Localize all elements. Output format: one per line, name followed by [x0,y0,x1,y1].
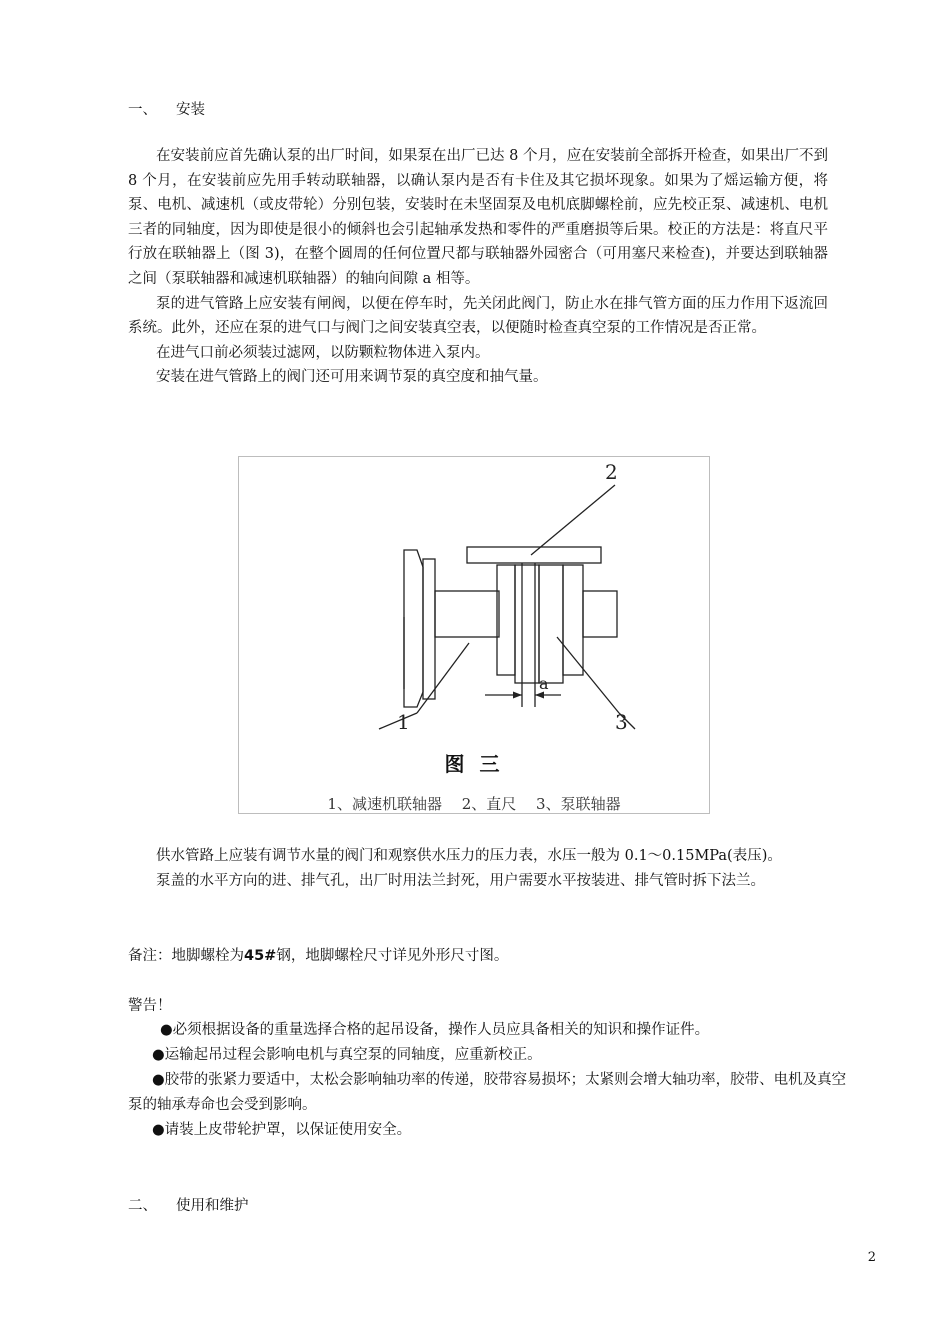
section-heading-install [128,98,205,119]
section-heading-use [128,1194,249,1215]
warning-item: ●必须根据设备的重量选择合格的起吊设备，操作人员应具备相关的知识和操作证件。 [160,1022,710,1038]
install-text [128,144,828,390]
paragraph: 泵盖的水平方向的进、排气孔，出厂时用法兰封死，用户需要水平按装进、排气管时拆下法兰。 [156,872,765,889]
paragraph: 在进气口前必须装过滤网，以防颗粒物体进入泵内。 [156,344,490,361]
label-gap-a: a [539,674,549,693]
note-steel-grade: 45# [244,948,277,964]
note-text [128,944,508,965]
warning-title: 警告！ [128,998,172,1014]
page-number: 2 [867,1250,876,1265]
warning-list [128,1018,848,1143]
water-supply-text [128,844,828,893]
figure-title: 图 三 [444,752,504,776]
note-prefix: 备注：地脚螺栓为 [128,948,244,964]
section-number: 一、 [128,102,157,118]
figure-caption: 1、减速机联轴器 2、直尺 3、泵联轴器 [327,795,621,813]
label-3: 3 [615,710,628,734]
section-title: 使用和维护 [176,1198,249,1214]
section-number: 二、 [128,1198,157,1214]
label-2: 2 [605,460,618,484]
label-1: 1 [397,710,410,734]
warning-item: ●运输起吊过程会影响电机与真空泵的同轴度，应重新校正。 [152,1047,542,1063]
note-suffix: 钢，地脚螺栓尺寸详见外形尺寸图。 [276,948,509,964]
paragraph: 在安装前应首先确认泵的出厂时间，如果泵在出厂已达 8 个月，应在安装前全部拆开检查，如果出厂不到 8 个月，在安装前应先用手转动联轴器，以确认泵内是否有卡住及其它损坏现象。如果为了熎运输方便，将泵、电机、减速机（或皮带轮）分别包装，安装时在未坚固泵及电机底脚螺栓前，应先校正泵、减速机、电机三者的同轴度，因为即使是很小的倾斜也会引起轴承发热和零件的严重磨损等后果。校正的方法是：将直尺平行放在联轴器上（图 3)，在整个圆周的任何位置尺都与联轴器外园密合（可用塞尺来检查)，并要达到联轴器之间（泵联轴器和减速机联轴器）的轴向间隙 a 相等。 [128,148,828,287]
section-title: 安装 [176,102,205,118]
paragraph: 供水管路上应装有调节水量的阀门和观察供水压力的压力表，水压一般为 0.1～0.15MPa(表压)。 [156,848,782,864]
warning-item: ●请装上皮带轮护罩，以保证使用安全。 [152,1122,412,1138]
warning-item: ●胶带的张紧力要适中，太松会影响轴功率的传递，胶带容易损坏；太紧则会增大轴功率，胶带、电机及真空泵的轴承寿命也会受到影响。 [128,1072,847,1113]
paragraph: 泵的进气管路上应安装有闸阀，以便在停车时，先关闭此阀门，防止水在排气管方面的压力作用下返流回系统。此外，还应在泵的进气口与阀门之间安装真空表，以便随时检查真空泵的工作情况是否正常。 [128,295,828,337]
paragraph: 安装在进气管路上的阀门还可用来调节泵的真空度和抽气量。 [156,369,548,386]
